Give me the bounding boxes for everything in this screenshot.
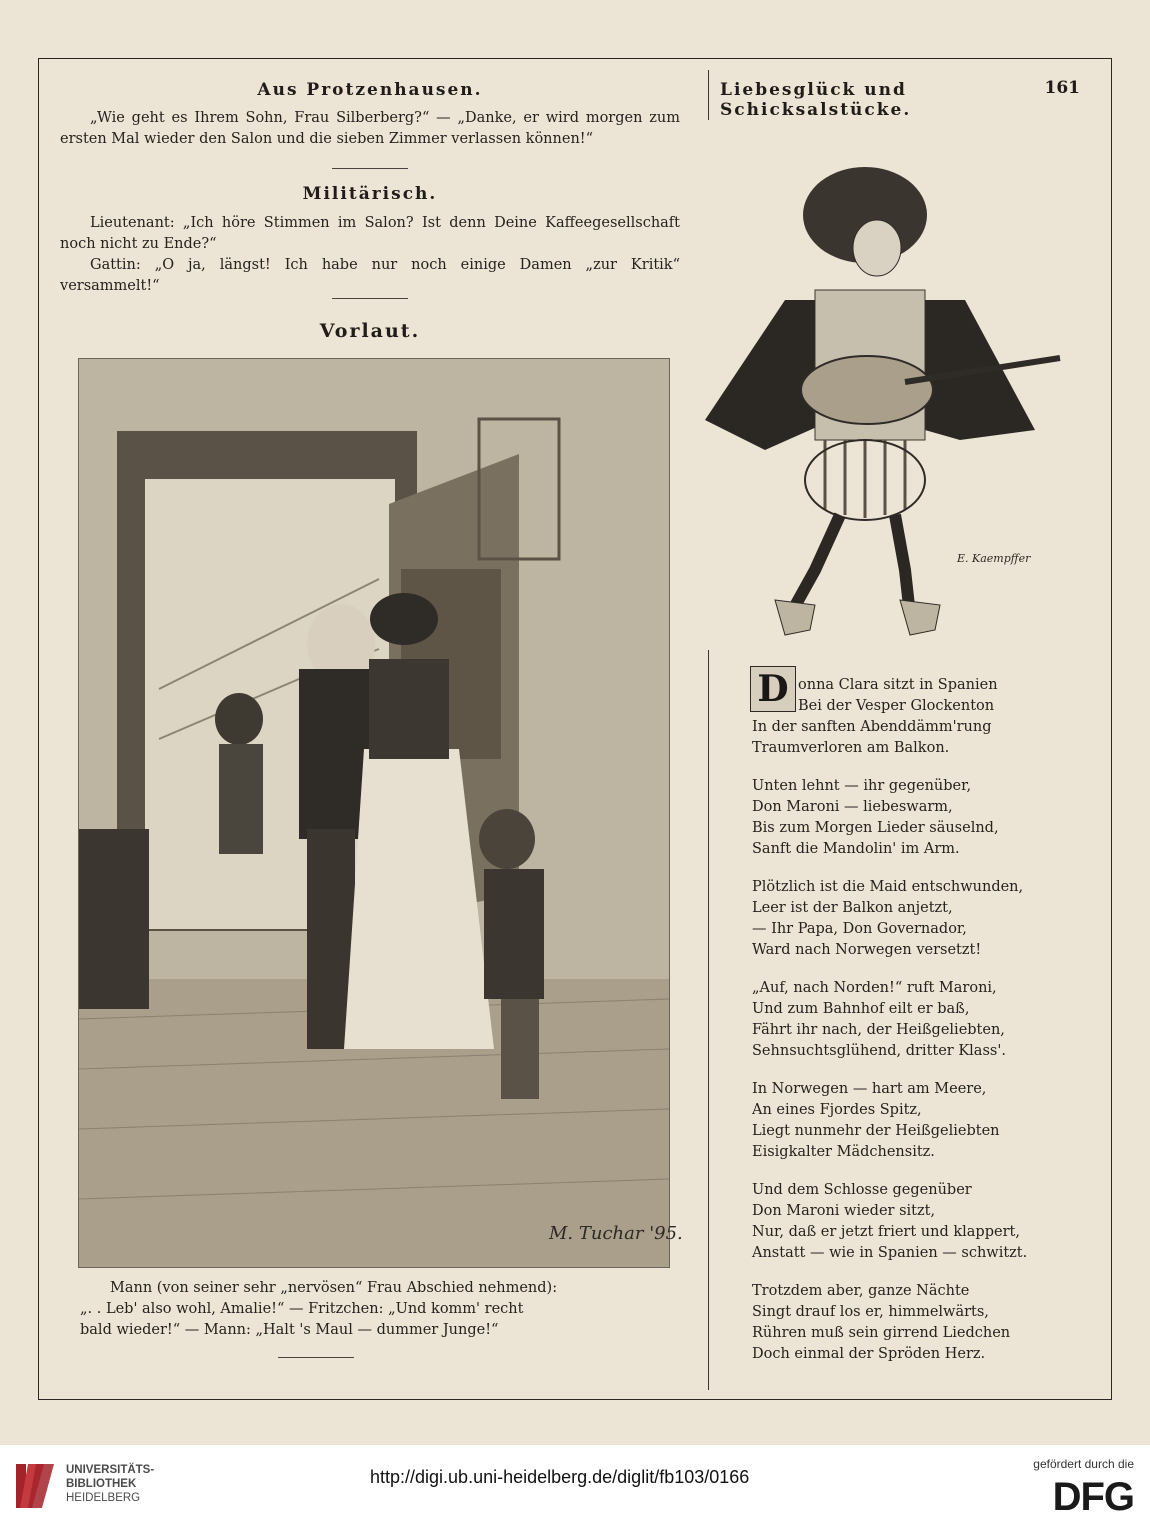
poem-line: Singt drauf los er, himmelwärts,: [752, 1304, 989, 1320]
library-line-1: UNIVERSITÄTS-: [66, 1464, 155, 1476]
university-library-name: [66, 1463, 154, 1505]
poem-line: In der sanften Abenddämm'rung: [752, 719, 992, 735]
illustration-signature-kaempffer: E. Kaempffer: [957, 552, 1031, 565]
dfg-logo: DFG: [1052, 1475, 1134, 1519]
poem-donna-clara: [752, 675, 1082, 1382]
poem-stanza-6: [752, 1180, 1082, 1264]
poem-line: Liegt nunmehr der Heißgeliebten: [752, 1123, 1000, 1139]
poem-line: Fährt ihr nach, der Heißgeliebten,: [752, 1022, 1005, 1038]
illustration-mandolin-player: [705, 120, 1065, 650]
poem-stanza-3: [752, 877, 1082, 961]
poem-line: Anstatt — wie in Spanien — schwitzt.: [752, 1245, 1028, 1261]
poem-stanza-4: [752, 978, 1082, 1062]
poem-stanza-5: [752, 1079, 1082, 1163]
poem-stanza-7: [752, 1281, 1082, 1365]
poem-line: Nur, daß er jetzt friert und klappert,: [752, 1224, 1020, 1240]
poem-line: Don Maroni — liebeswarm,: [752, 799, 953, 815]
poem-line: Und zum Bahnhof eilt er baß,: [752, 1001, 970, 1017]
dropcap-letter: D: [750, 666, 796, 712]
engraving-don-maroni: [705, 120, 1065, 650]
poem-line: Rühren muß sein girrend Liedchen: [752, 1325, 1011, 1341]
library-line-2: BIBLIOTHEK: [66, 1478, 137, 1490]
heading-vorlaut: Vorlaut.: [319, 320, 421, 342]
poem-line: Doch einmal der Spröden Herz.: [752, 1346, 986, 1362]
poem-line: Trotzdem aber, ganze Nächte: [752, 1283, 970, 1299]
paragraph-gattin: Gattin: „O ja, längst! Ich habe nur noch einige Damen „zur Kritik“ versammelt!“: [60, 257, 680, 294]
caption-line-3: bald wieder!“ — Mann: „Halt 's Maul — dummer Junge!“: [80, 1322, 499, 1338]
poem-line: „Auf, nach Norden!“ ruft Maroni,: [752, 980, 997, 996]
paragraph-protzenhausen: „Wie geht es Ihrem Sohn, Frau Silberberg?“ — „Danke, er wird morgen zum ersten Mal wieder den Salon und die sieben Zimmer verlassen können!“: [60, 110, 680, 147]
poem-line: Ward nach Norwegen versetzt!: [752, 942, 982, 958]
engraving-farewell: [79, 359, 683, 1267]
poem-line: Don Maroni wieder sitzt,: [752, 1203, 936, 1219]
section-rule: [278, 1357, 354, 1358]
illustration-farewell-scene: [78, 358, 683, 1268]
poem-line: Sanft die Mandolin' im Arm.: [752, 841, 960, 857]
poem-line: Sehnsuchtsglühend, dritter Klass'.: [752, 1043, 1006, 1059]
heading-militaerisch: Militärisch.: [302, 184, 438, 204]
paragraph-lieutenant: Lieutenant: „Ich höre Stimmen im Salon? Ist denn Deine Kaffeegesellschaft noch nicht zu Ende?“: [60, 215, 680, 252]
poem-line: Unten lehnt — ihr gegenüber,: [752, 778, 972, 794]
university-library-logo-icon: [14, 1460, 58, 1512]
poem-line: onna Clara sitzt in Spanien: [798, 677, 998, 693]
funding-note: gefördert durch die: [1033, 1457, 1134, 1471]
section-rule: [332, 168, 408, 169]
page-number: 161: [1044, 78, 1080, 98]
poem-line: — Ihr Papa, Don Governador,: [752, 921, 967, 937]
viewer-footer: [0, 1445, 1150, 1528]
poem-line: Bei der Vesper Glockenton: [798, 698, 995, 714]
poem-line: Und dem Schlosse gegenüber: [752, 1182, 972, 1198]
heading-aus-protzenhausen: Aus Protzenhausen.: [257, 80, 483, 100]
poem-line: An eines Fjordes Spitz,: [752, 1102, 922, 1118]
poem-line: Traumverloren am Balkon.: [752, 740, 950, 756]
poem-stanza-2: [752, 776, 1082, 860]
caption-line-1: Mann (von seiner sehr „nervösen“ Frau Abschied nehmend):: [110, 1280, 558, 1296]
poem-line: Eisigkalter Mädchensitz.: [752, 1144, 935, 1160]
poem-line: Leer ist der Balkon anjetzt,: [752, 900, 953, 916]
illustration-signature: M. Tuchar '95.: [549, 1223, 683, 1244]
poem-line: Plötzlich ist die Maid entschwunden,: [752, 879, 1024, 895]
library-line-3: HEIDELBERG: [66, 1492, 141, 1504]
caption-line-2: „. . Leb' also wohl, Amalie!“ — Fritzchen: „Und komm' recht: [80, 1301, 524, 1317]
poem-line: In Norwegen — hart am Meere,: [752, 1081, 987, 1097]
permalink-url[interactable]: http://digi.ub.uni-heidelberg.de/diglit/fb103/0166: [370, 1467, 750, 1487]
section-rule: [332, 298, 408, 299]
poem-stanza-1: [752, 675, 1082, 759]
poem-line: Bis zum Morgen Lieder säuselnd,: [752, 820, 999, 836]
heading-liebesglueck: Liebesglück und Schicksalstücke.: [720, 80, 912, 120]
